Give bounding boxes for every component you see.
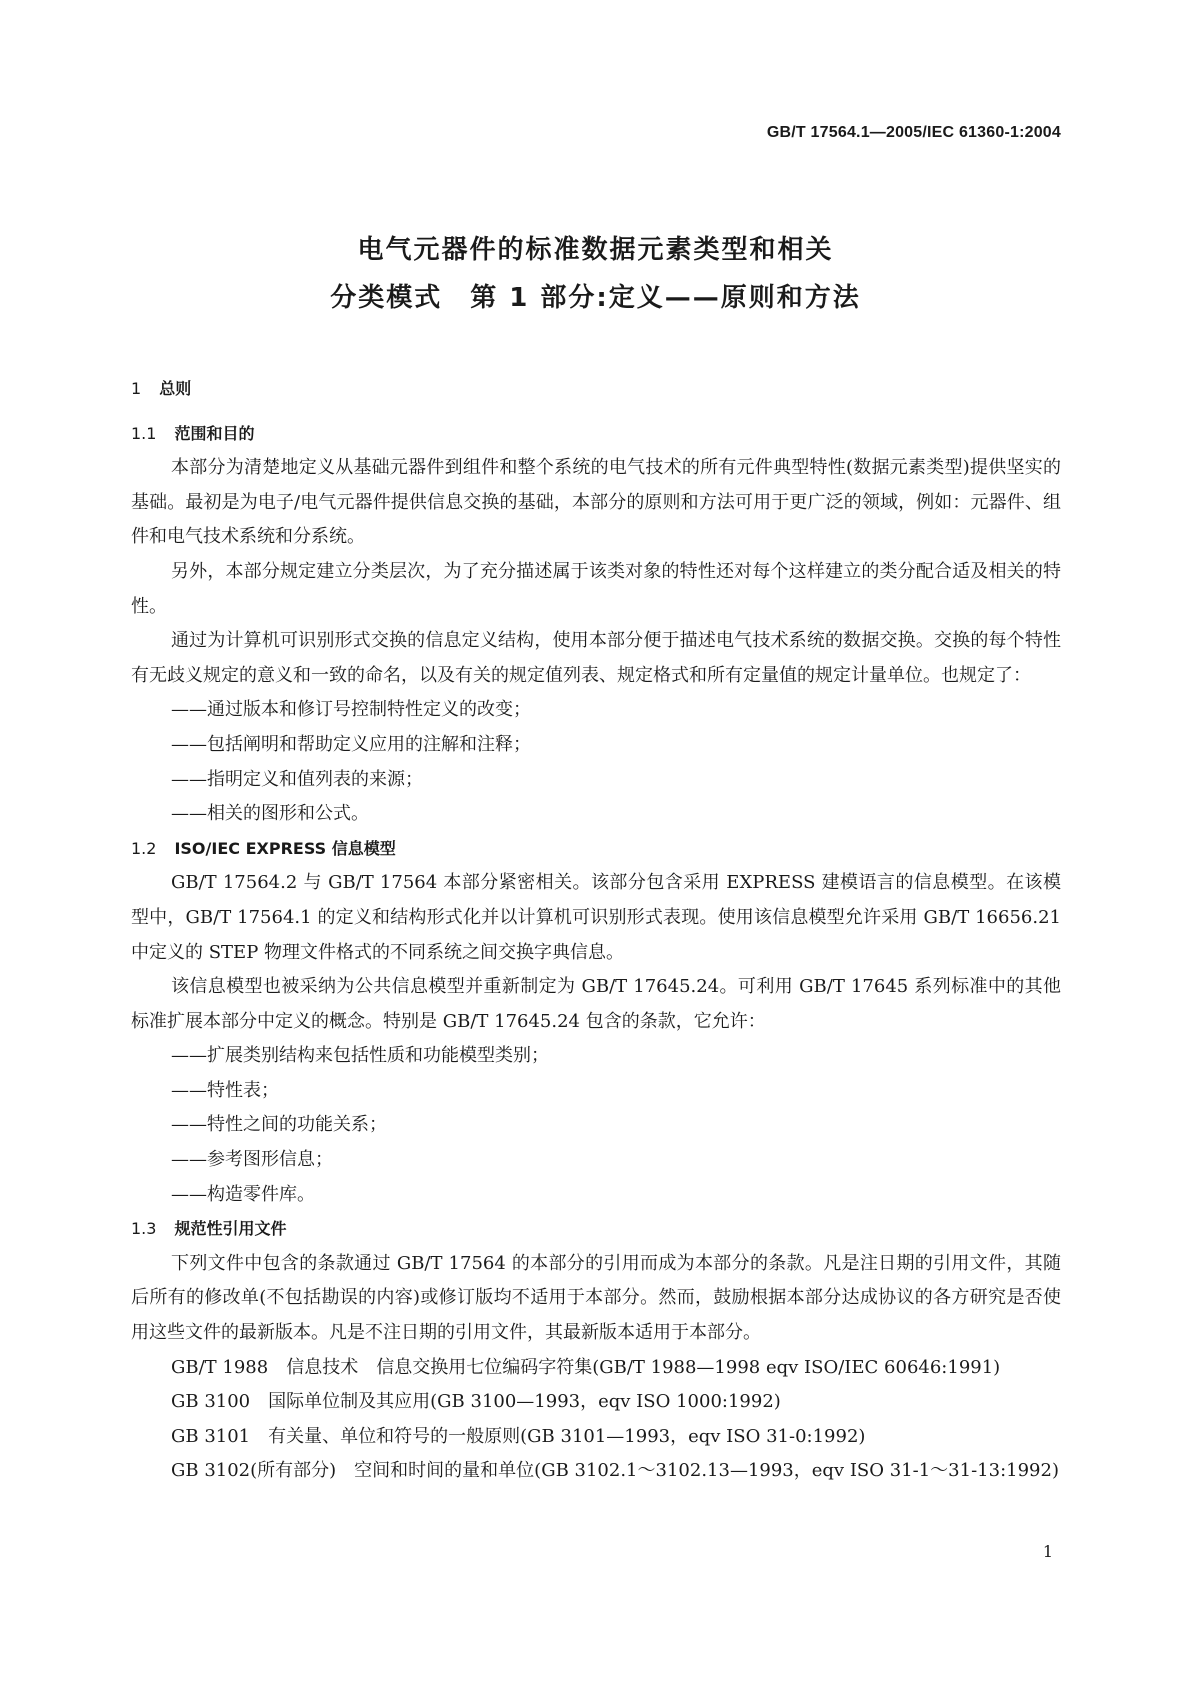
- list-item: ——构造零件库。: [171, 1183, 315, 1205]
- section-1-heading: [131, 372, 1061, 407]
- reference-entry: GB/T 1988 信息技术 信息交换用七位编码字符集(GB/T 1988—1998 eqv ISO/IEC 60646:1991): [171, 1356, 1001, 1378]
- list-item: ——通过版本和修订号控制特性定义的改变；: [171, 699, 531, 721]
- page-number: 1: [1042, 1542, 1053, 1561]
- list-item: ——相关的图形和公式。: [171, 803, 369, 825]
- section-number: 1.1: [131, 423, 157, 443]
- list-item: ——包括阐明和帮助定义应用的注解和注释；: [171, 733, 531, 755]
- section-title: ISO/IEC EXPRESS 信息模型: [174, 838, 396, 858]
- section-title: 总则: [159, 379, 192, 398]
- title-line-1: 电气元器件的标准数据元素类型和相关: [357, 235, 834, 265]
- section-1-1-heading: [131, 417, 1061, 452]
- section-1-3-heading: [131, 1212, 1061, 1247]
- body-content: [131, 372, 1061, 1489]
- reference-entry: GB 3100 国际单位制及其应用(GB 3100—1993，eqv ISO 1000:1992): [171, 1391, 781, 1413]
- list-item: ——指明定义和值列表的来源；: [171, 768, 423, 790]
- list-item: ——扩展类别结构来包括性质和功能模型类别；: [171, 1045, 549, 1067]
- list-item: ——特性之间的功能关系；: [171, 1114, 387, 1136]
- section-number: 1.2: [131, 838, 157, 858]
- paragraph: 本部分为清楚地定义从基础元器件到组件和整个系统的电气技术的所有元件典型特性(数据元素类型)提供坚实的基础。最初是为电子/电气元器件提供信息交换的基础，本部分的原则和方法可用于更广泛的领域，例如：元器件、组件和电气技术系统和分系统。: [131, 457, 1061, 548]
- list-item: ——特性表；: [171, 1079, 279, 1101]
- standard-number-header: GB/T 17564.1—2005/IEC 61360-1:2004: [766, 124, 1061, 141]
- paragraph: 下列文件中包含的条款通过 GB/T 17564 的本部分的引用而成为本部分的条款。凡是注日期的引用文件，其随后所有的修改单(不包括勘误的内容)或修订版均不适用于本部分。然而，鼓励根据本部分达成协议的各方研究是否使用这些文件的最新版本。凡是不注日期的引用文件，其最新版本适用于本部分。: [131, 1252, 1061, 1344]
- paragraph: 通过为计算机可识别形式交换的信息定义结构，使用本部分便于描述电气技术系统的数据交换。交换的每个特性有无歧义规定的意义和一致的命名，以及有关的规定值列表、规定格式和所有定量值的规定计量单位。也规定了：: [131, 630, 1061, 686]
- document-title: [0, 226, 1191, 322]
- section-1-2-heading: [131, 832, 1061, 867]
- title-line-2: 分类模式 第 1 部分:定义——原则和方法: [330, 283, 861, 313]
- list-item: ——参考图形信息；: [171, 1149, 333, 1171]
- reference-entry: GB 3102(所有部分) 空间和时间的量和单位(GB 3102.1～3102.13—1993，eqv ISO 31-1～31-13:1992): [171, 1460, 1059, 1482]
- section-number: 1.3: [131, 1219, 157, 1239]
- paragraph: 该信息模型也被采纳为公共信息模型并重新制定为 GB/T 17645.24。可利用 GB/T 17645 系列标准中的其他标准扩展本部分中定义的概念。特别是 GB/T 17645.24 包含的条款，它允许：: [131, 976, 1061, 1032]
- section-title: 范围和目的: [174, 423, 255, 443]
- paragraph: GB/T 17564.2 与 GB/T 17564 本部分紧密相关。该部分包含采用 EXPRESS 建模语言的信息模型。在该模型中，GB/T 17564.1 的定义和结构形式化并以计算机可识别形式表现。使用该信息模型允许采用 GB/T 16656.21 中定义的 STEP 物理文件格式的不同系统之间交换字典信息。: [131, 872, 1061, 963]
- paragraph: 另外，本部分规定建立分类层次，为了充分描述属于该类对象的特性还对每个这样建立的类分配合适及相关的特性。: [131, 560, 1061, 617]
- reference-entry: GB 3101 有关量、单位和符号的一般原则(GB 3101—1993，eqv ISO 31-0:1992): [171, 1425, 866, 1447]
- section-number: 1: [131, 379, 142, 398]
- section-title: 规范性引用文件: [174, 1219, 287, 1239]
